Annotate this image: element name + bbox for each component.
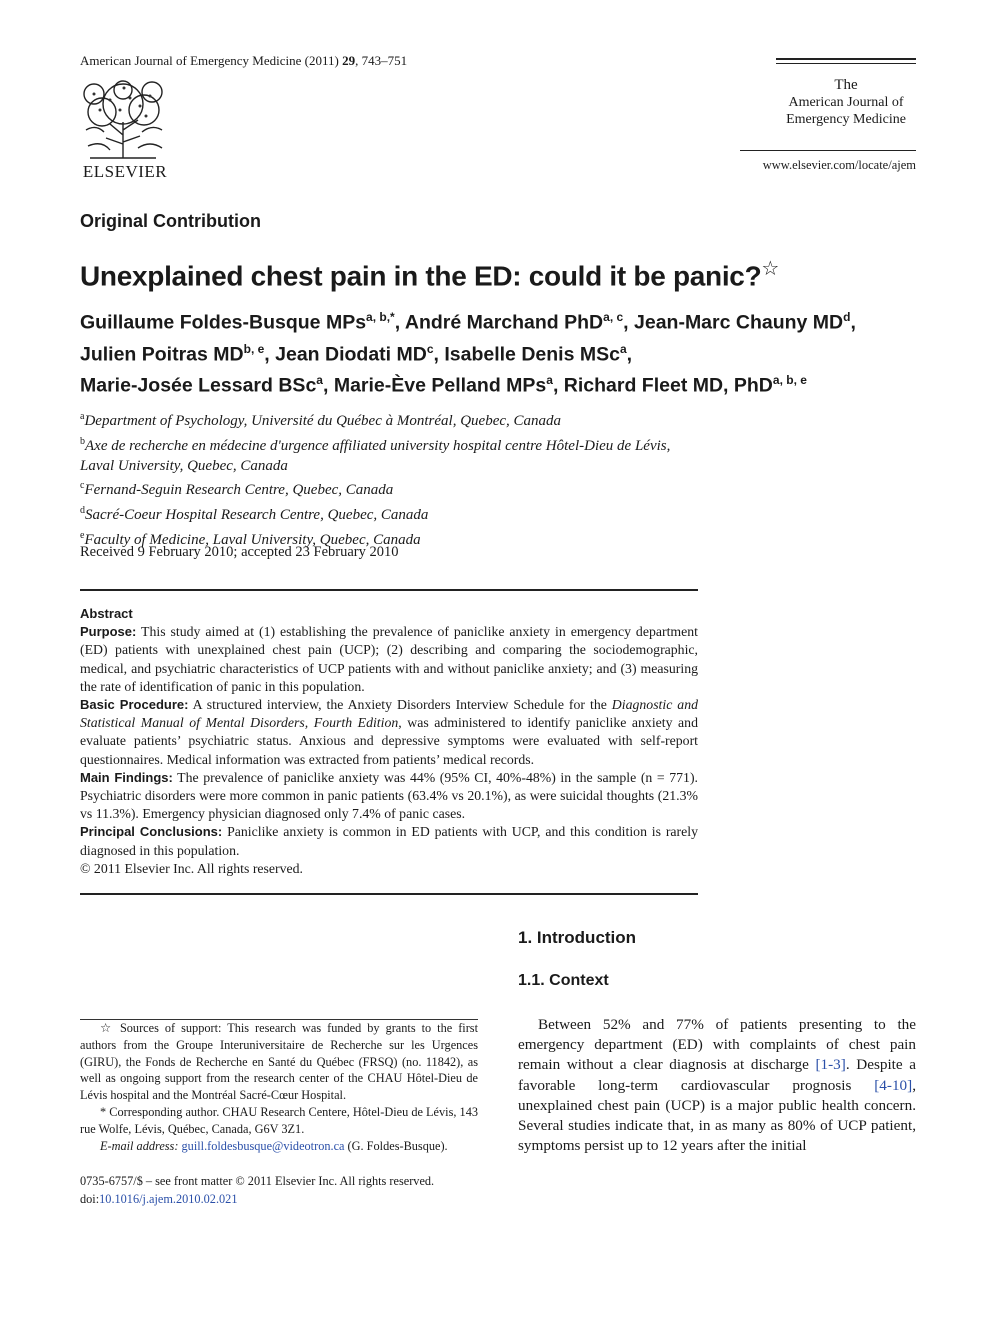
author[interactable]: Jean-Marc Chauny MD	[634, 311, 844, 334]
author[interactable]: Richard Fleet MD, PhD	[563, 374, 773, 397]
author-affil-mark: a	[316, 373, 323, 387]
abstract-text: Paniclike anxiety is common in ED patients with UCP, and this condition is rarely diagnosed in this population.	[80, 824, 699, 858]
author[interactable]: André Marchand PhD	[404, 311, 604, 334]
doi-link[interactable]: 10.1016/j.ajem.2010.02.021	[99, 1191, 238, 1206]
affiliation-text: Fernand-Seguin Research Centre, Quebec, Canada	[84, 482, 394, 499]
affiliation-text: Sacré-Coeur Hospital Research Centre, Quebec, Canada	[85, 507, 429, 524]
citation-volume: 29	[342, 53, 356, 68]
masthead-bottom-rule	[740, 150, 916, 151]
abstract-heading: Abstract	[80, 606, 133, 621]
citation-prefix: American Journal of Emergency Medicine (2011)	[80, 53, 343, 68]
affiliation-item	[80, 476, 670, 501]
article-title	[80, 256, 779, 292]
author-affil-mark: a, b,*	[366, 310, 395, 324]
author[interactable]: Jean Diodati MD	[275, 343, 427, 365]
abstract-text: The prevalence of paniclike anxiety was 44% (95% CI, 40%-48%) in the sample (n = 771). Psychiatric disorders were more common in panic patients (63.4% vs 20.1%), as were suicidal thoughts (21.3% vs 11.3%). Emergency physician diagnosed only 7.4% of panic cases.	[80, 769, 698, 822]
abstract-findings	[80, 769, 698, 824]
author[interactable]: Marie-Ève Pelland MPs	[333, 374, 547, 397]
citation-pages: , 743–751	[355, 53, 408, 68]
body-text: . Despite a favorable long-term cardiovascular prognosis	[518, 1056, 916, 1094]
reference-link[interactable]: [1-3]	[815, 1056, 846, 1074]
affiliation-key: e	[80, 529, 85, 541]
author-affil-mark: a, b, e	[772, 373, 807, 387]
section-label: Original Contribution	[80, 211, 261, 231]
abstract-label: Main Findings:	[80, 769, 173, 785]
footnote-text: Sources of support: This research was funded by grants to the first authors from the Groupe Interuniversitaire de Recherche sur les Urgences (GIRU), the Fonds de Recherche en Santé du Québec (FRSQ) (no. 11842), as well as ongoing support from the research center of the CHAU Hôtel-Dieu de Lévis hospital and the Montréal Sacré-Cœur Hospital.	[80, 1021, 478, 1103]
affiliation-key: b	[80, 435, 85, 447]
star-footnote-icon: ☆	[100, 1021, 114, 1035]
affiliation-item	[80, 457, 670, 477]
author-affil-mark: b, e	[243, 341, 265, 356]
author-list: Guillaume Foldes-Busque MPs$^{a, b,*}$, André Marchand PhD$^{a, c}$, Jean-Marc Chauny $MD^d$, Julien Poitras MD$^{b, e}$, Jean Diodati $MD^c$, Isabelle Denis MSc$^a$, Marie-Josée Lessard BSc$^a$, Marie-Ève Pelland MPs$^a$, Richard Fleet MD, PhD$^{a, b, e}$	[80, 310, 856, 397]
author[interactable]: Guillaume Foldes-Busque MPs	[80, 311, 367, 334]
footnote-email	[80, 1138, 478, 1155]
author-affil-mark: a, c	[603, 310, 624, 324]
context-heading: 1.1. Context	[518, 972, 609, 989]
abstract-italic-text: Diagnostic and Statistical Manual of Mental Disorders, Fourth Edition	[80, 697, 698, 731]
journal-citation	[80, 53, 407, 69]
author-affil-mark: a	[546, 373, 553, 387]
abstract-label: Basic Procedure:	[80, 697, 189, 713]
abstract	[80, 605, 698, 878]
title-text: Unexplained chest pain in the ED: could it be panic?	[80, 260, 762, 292]
journal-url[interactable]: www.elsevier.com/locate/ajem	[762, 158, 916, 172]
affiliation-item	[80, 501, 670, 526]
reference-link[interactable]: [4-10]	[874, 1076, 913, 1094]
affiliation-text: Axe de recherche en médecine d'urgence affiliated university hospital centre Hôtel-Dieu de Lévis,	[85, 437, 671, 454]
masthead-rule	[776, 63, 916, 64]
star-footnote-icon[interactable]: ☆	[761, 258, 780, 280]
email-label: E-mail address:	[100, 1138, 179, 1153]
elsevier-logo	[80, 80, 170, 182]
footnote-sources	[80, 1020, 478, 1104]
affiliation-item	[80, 407, 670, 432]
issn-doi	[80, 1173, 434, 1208]
journal-name	[776, 77, 916, 128]
abstract-text: A structured interview, the Anxiety Disorders Interview Schedule for the	[188, 697, 612, 713]
body-text: , unexplained chest pain (UCP) is a major public health concern. Several studies indicate that, in as many as 80% of UCP patient, symptoms persist up to 12 years after the initial	[518, 1076, 916, 1155]
publisher-name: ELSEVIER	[82, 162, 168, 181]
affiliations	[80, 407, 670, 551]
email-link[interactable]: guill.foldesbusque@videotron.ca	[181, 1138, 345, 1153]
abstract-label: Principal Conclusions:	[80, 824, 223, 840]
abstract-procedure	[80, 696, 698, 769]
affiliation-item	[80, 432, 670, 457]
author-affil-mark: c	[426, 341, 434, 356]
affiliation-key: d	[80, 505, 85, 517]
author[interactable]: Julien Poitras MD	[80, 343, 244, 365]
body-paragraph	[518, 1015, 916, 1156]
author[interactable]: Marie-Josée Lessard BSc	[80, 374, 317, 397]
masthead-rule	[776, 58, 916, 60]
abstract-purpose	[80, 623, 698, 696]
abstract-bottom-rule	[80, 893, 698, 895]
intro-heading: 1. Introduction	[518, 928, 637, 947]
abstract-text: This study aimed at (1) establishing the prevalence of paniclike anxiety in emergency department (ED) patients with unexplained chest pain (UCP); (2) describing and comparing the sociodemographic, medical, and psychiatric characteristics of UCP patients with and without paniclike anxiety; and (3) measuring the rate of identification of panic in this population.	[80, 624, 698, 694]
journal-name-line: The	[834, 77, 858, 93]
affiliation-text: Laval University, Quebec, Canada	[80, 457, 288, 474]
doi-line	[80, 1191, 434, 1209]
abstract-top-rule	[80, 589, 698, 591]
abstract-copyright: © 2011 Elsevier Inc. All rights reserved.	[80, 860, 303, 876]
abstract-label: Purpose:	[80, 624, 137, 640]
doi-label: doi:	[80, 1191, 100, 1206]
author-affil-mark: a	[619, 341, 627, 356]
issn-line: 0735-6757/$ – see front matter © 2011 Elsevier Inc. All rights reserved.	[80, 1174, 435, 1188]
author[interactable]: Isabelle Denis MSc	[444, 343, 620, 365]
journal-masthead	[776, 58, 916, 128]
abstract-conclusions	[80, 823, 698, 859]
elsevier-tree-icon	[80, 80, 166, 160]
author-affil-mark: d	[843, 310, 851, 324]
footnote-corresponding: * Corresponding author. CHAU Research Centere, Hôtel-Dieu de Lévis, 143 rue Wolfe, Lévis, Québec, Canada, G6V 3Z1.	[80, 1104, 478, 1136]
journal-name-line: American Journal of	[788, 95, 904, 110]
footnotes	[80, 1020, 478, 1154]
abstract-text: , was administered to identify paniclike anxiety and evaluate patients’ psychiatric status. Anxious and depressive symptoms were evaluated with self-report questionnaires. Medical information was extracted from patients’ medical records.	[80, 715, 698, 767]
received-dates: Received 9 February 2010; accepted 23 February 2010	[80, 544, 399, 560]
email-name: (G. Foldes-Busque).	[344, 1138, 448, 1153]
journal-name-line: Emergency Medicine	[786, 112, 906, 127]
affiliation-text: Department of Psychology, Université du Québec à Montréal, Quebec, Canada	[84, 413, 562, 429]
affiliation-key: a	[80, 411, 85, 422]
affiliation-text: Faculty of Medicine, Laval University, Quebec, Canada	[84, 531, 421, 548]
body-text: Between 52% and 77% of patients presenting to the emergency department (ED) with complaints of chest pain remain without a clear diagnosis at discharge	[518, 1016, 916, 1074]
affiliation-key: c	[80, 480, 85, 492]
